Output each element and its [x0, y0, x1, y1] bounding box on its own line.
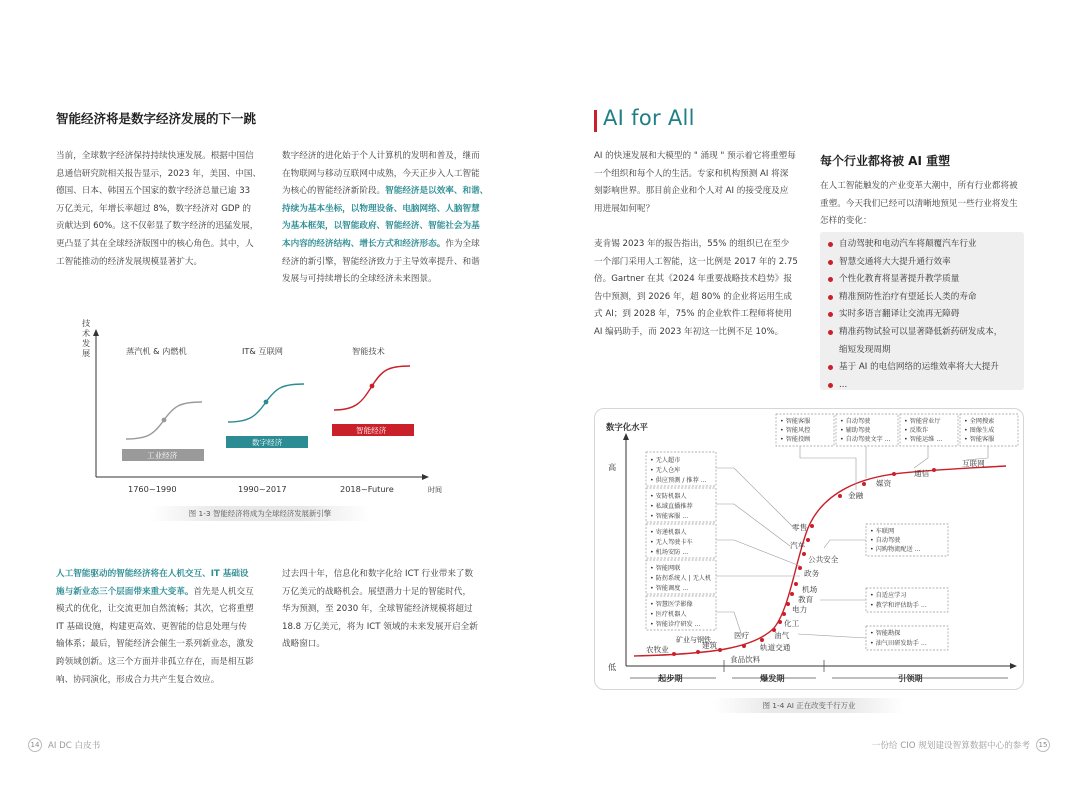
bullet-dot	[828, 260, 833, 265]
example-box-finance	[646, 488, 716, 522]
industry-label: 互联网	[962, 459, 985, 468]
svg-text:• 无人驾驶卡车: • 无人驾驶卡车	[650, 539, 693, 546]
example-box-top-internet	[960, 414, 1018, 446]
svg-text:• 教学和评估助手 ...: • 教学和评估助手 ...	[870, 602, 927, 609]
svg-text:• 智能客服 ...: • 智能客服 ...	[650, 513, 689, 520]
svg-text:• 自动驾驶: • 自动驾驶	[870, 537, 901, 544]
curve-industrial-dot	[162, 418, 167, 423]
bullet-dot	[828, 295, 833, 300]
svg-text:• 智能运维 ...: • 智能运维 ...	[904, 436, 943, 443]
left-paragraph-1: 当前，全球数字经济保持持续快速发展。根据中国信 息通信研究院相关报告显示，2023 年，美国、中国、 德国、日本、韩国五个国家的数字经济总量已逾 33 万亿美元，年增长率超过 8%，数字经济对 GDP 的 贡献达到 60%。这不仅彰显了数字经济的迅猛发展， 更凸显了其在全球经济版图中的核心角色。其中，人 工智能推动的经济发展规模显著扩大。	[56, 151, 262, 267]
curve-digital-dot	[264, 400, 269, 405]
bar-label-intelligent: 智能经济	[356, 426, 387, 435]
svg-text:• 医疗机器人: • 医疗机器人	[650, 611, 687, 618]
example-box-retail	[646, 452, 716, 486]
industry-label: 机场	[802, 585, 818, 594]
industry-label: 金融	[848, 491, 864, 500]
curve-intelligent-dot	[370, 384, 375, 389]
svg-text:• 智慧医学影像: • 智慧医学影像	[650, 601, 693, 608]
right-paragraph-1: AI 的快速发展和大模型的 " 涌现 " 预示着它将重塑每 一个组织和每个人的生活。专家和机构预测 AI 将深 刻影响世界。那目前企业和个人对 AI 的接受度及应 用进展如何呢？	[594, 151, 796, 214]
bullet-dot	[828, 242, 833, 247]
svg-text:• 图像生成: • 图像生成	[964, 427, 995, 434]
chart1-ylabel-0: 技	[82, 318, 91, 328]
stage-label-intelligent: 智能技术	[352, 346, 385, 356]
bullet-item: 个性化教育将显著提升教学质量	[828, 271, 1016, 289]
caption-fig-1-3: 图 1-3 智能经济将成为全球经济发展新引擎	[150, 506, 370, 521]
x-tick-3: 2018~Future	[340, 484, 394, 494]
industry-label: 化工	[784, 619, 800, 628]
left-paragraph-2: 数字经济的进化始于个人计算机的发明和普及，继而 在物联网与移动互联网中成熟，今天正步入人工智能 为核心的智能经济新阶段。智能经济是以效率、和谐、 持续为基本坐标，以物理设备、电脑网络、人脑智慧 为基本框架，以智能政府、智能经济、智能社会为基 本内容的经济结构、增长方式和经济形态。作为全球 经济的新引擎，智能经济致力于主导效率提升、和谐 发展与可持续增长的全球经济未来图景。	[282, 151, 489, 285]
svg-text:• 自动驾驶文字 ...: • 自动驾驶文字 ...	[840, 436, 891, 443]
bar-label-digital: 数字经济	[252, 438, 283, 447]
bullet-item: ...	[828, 377, 1016, 395]
svg-text:• 无人仓库: • 无人仓库	[650, 467, 681, 474]
bullet-dot	[828, 383, 833, 388]
example-box-top-media	[836, 414, 898, 446]
chart2-y-low: 低	[608, 662, 617, 672]
svg-text:• 智能风控: • 智能风控	[780, 427, 811, 434]
svg-text:• 自动驾驶: • 自动驾驶	[840, 418, 871, 425]
chart1-x-arrow	[422, 474, 429, 480]
svg-text:• 智能网联: • 智能网联	[650, 565, 681, 572]
stage-label-it: IT& 互联网	[242, 346, 283, 356]
example-box-top-telecom	[900, 414, 958, 446]
svg-text:• 供应预测 / 推荐 ...: • 供应预测 / 推荐 ...	[650, 477, 707, 484]
bullet-dot	[828, 330, 833, 335]
left-paragraph-3: 人工智能驱动的智能经济将在人机交互、IT 基础设 施与新业态三个层面带来重大变革。首先是人机交互 模式的优化，让交流更加自然流畅；其次，它将重塑 IT 基础设施，构建更高效、更智能的信息处理与传 输体系；最后，智能经济会催生一系列新业态，激发 跨领域创新。这三个方面并非孤立存在，而是相互影 响、协同演化，形成合力共产生复合效应。	[56, 569, 254, 685]
example-box-logistics	[646, 524, 716, 558]
bullet-dot	[828, 277, 833, 282]
industry-label: 油气	[774, 631, 790, 640]
phase-startup: 起步期	[658, 673, 683, 683]
industry-label: 通信	[914, 469, 930, 478]
svg-text:• 安防机器人: • 安防机器人	[650, 493, 687, 500]
title-accent-bar	[594, 110, 597, 132]
bullet-dot	[828, 312, 833, 317]
bullet-item: 智慧交通将大大提升通行效率	[828, 254, 1016, 272]
bullet-item: 基于 AI 的电信网络的运维效率将大大提升	[828, 359, 1016, 377]
svg-text:• 油气田研发助手 ...: • 油气田研发助手 ...	[870, 640, 927, 647]
industry-label: 汽车	[790, 541, 806, 550]
x-unit: 时间	[428, 486, 442, 494]
industry-label: 媒资	[876, 479, 892, 488]
x-tick-2: 1990~2017	[238, 484, 287, 494]
left-paragraph-4: 过去四十年，信息化和数字化给 ICT 行业带来了数 万亿美元的战略机会。展望潜力十足的智能时代， 华为预测，至 2030 年，全球智能经济规模将超过 18.8 万亿美元，将为 ICT 领域的未来发展开启全新 战略窗口。	[282, 569, 478, 650]
chart1-ylabel-1: 术	[82, 328, 91, 338]
industry-label: 电力	[792, 605, 808, 614]
page-number-14: 14	[28, 738, 42, 752]
chart1-y-arrow	[93, 329, 99, 336]
industry-label: 教育	[798, 595, 814, 604]
chart2-y-arrow	[623, 433, 629, 440]
industry-bullet-list	[820, 232, 1024, 390]
svg-text:• 防拐系统人 | 无人机: • 防拐系统人 | 无人机	[650, 575, 712, 582]
svg-text:• 智能投顾: • 智能投顾	[780, 436, 811, 443]
industry-label: 矿业与钢铁	[676, 636, 711, 644]
svg-text:• 寄递机器人: • 寄递机器人	[650, 529, 687, 536]
svg-text:• 自适应学习: • 自适应学习	[870, 592, 907, 599]
example-box-mid-oilgas	[866, 626, 948, 650]
right-sub-paragraph: 在人工智能触发的产业变革大潮中，所有行业都将被 重塑。今天我们已经可以清晰地预见一些行业将发生 怎样的变化：	[820, 181, 1018, 227]
svg-text:• 车联网: • 车联网	[870, 528, 895, 535]
industry-label: 轨道交通	[760, 643, 791, 652]
footer-title-left: AI DC 白皮书	[48, 741, 101, 751]
x-tick-1: 1760~1990	[128, 484, 177, 494]
svg-text:• 反欺诈: • 反欺诈	[904, 427, 929, 434]
sub-heading: 每个行业都将被 AI 重塑	[820, 154, 951, 168]
svg-text:• 智能客服: • 智能客服	[780, 418, 811, 425]
chart1-ylabel-2: 发	[82, 338, 91, 348]
example-box-mid-education	[866, 588, 948, 612]
left-heading: 智能经济将是数字经济发展的下一跳	[56, 111, 257, 126]
industry-label: 食品饮料	[730, 655, 761, 664]
chart2-x-arrow	[1010, 663, 1017, 669]
phase-leading: 引领期	[898, 673, 923, 683]
svg-text:• 智能营业厅: • 智能营业厅	[904, 418, 941, 425]
example-box-healthcare	[646, 596, 716, 630]
bullet-item: 实时多语言翻译让交流再无障碍	[828, 306, 1016, 324]
section-title: AI for All	[603, 106, 695, 130]
industry-label: 建筑	[702, 641, 718, 650]
caption-fig-1-4: 图 1-4 AI 正在改变千行万业	[714, 698, 904, 713]
svg-text:• 机场安防 ...: • 机场安防 ...	[650, 549, 689, 556]
page-number-15: 15	[1036, 738, 1050, 752]
bullet-dot	[828, 365, 833, 370]
example-box-government	[646, 560, 716, 594]
bar-label-industrial: 工业经济	[147, 451, 178, 460]
industry-label: 公共安全	[808, 555, 839, 564]
economy-evolution-chart	[56, 312, 456, 532]
example-box-top-finance	[776, 414, 834, 446]
industry-label: 医疗	[734, 631, 750, 640]
bullet-item: 自动驾驶和电动汽车将颠覆汽车行业	[828, 236, 1016, 254]
industry-label: 政务	[804, 569, 820, 578]
svg-text:• 智能诊疗研发 ...: • 智能诊疗研发 ...	[650, 621, 701, 628]
svg-text:• 智能客服: • 智能客服	[964, 436, 995, 443]
bullet-item: 精准药物试验可以显著降低新药研发成本， 缩短发现周期	[828, 324, 1016, 359]
chart1-ylabel-3: 展	[82, 348, 91, 358]
right-footer	[872, 738, 1050, 752]
industry-label: 零售	[792, 523, 808, 532]
chart2-y-high: 高	[608, 462, 617, 472]
svg-text:• 智能勘探: • 智能勘探	[870, 630, 901, 637]
example-box-mid-auto	[866, 524, 948, 556]
right-paragraph-2: 麦肯锡 2023 年的报告指出，55% 的组织已在至少 一个部门采用人工智能，这一比例是 2017 年的 2.75 倍。Gartner 在其《2024 年重要战略技术趋势》报 告中预测，到 2026 年，超 80% 的企业将运用生成 式 AI；到 2028 年，75% 的企业软件工程师将使用 AI 编码助手，而 2023 年初这一比例不足 10%。	[594, 239, 798, 337]
svg-text:• 全网搜索: • 全网搜索	[964, 418, 995, 425]
left-footer	[28, 738, 100, 752]
svg-text:• 闪购物流配送 ...: • 闪购物流配送 ...	[870, 546, 921, 553]
bullet-item: 精准预防性治疗有望延长人类的寿命	[828, 289, 1016, 307]
svg-text:• 无人超市: • 无人超市	[650, 457, 681, 464]
phase-explosion: 爆发期	[760, 673, 785, 683]
chart2-ylabel: 数字化水平	[606, 422, 648, 432]
footer-title-right: 一份给 CIO 规划建设智算数据中心的参考	[871, 741, 1030, 751]
svg-text:• 辅助驾驶: • 辅助驾驶	[840, 427, 871, 434]
stage-label-steam: 蒸汽机 & 内燃机	[126, 346, 187, 356]
industry-label: 农牧业	[646, 645, 669, 654]
svg-text:• 智能调度 ...: • 智能调度 ...	[650, 585, 689, 592]
svg-text:• 私域直播推荐: • 私域直播推荐	[650, 503, 693, 510]
industry-digitization-chart	[594, 408, 1024, 690]
